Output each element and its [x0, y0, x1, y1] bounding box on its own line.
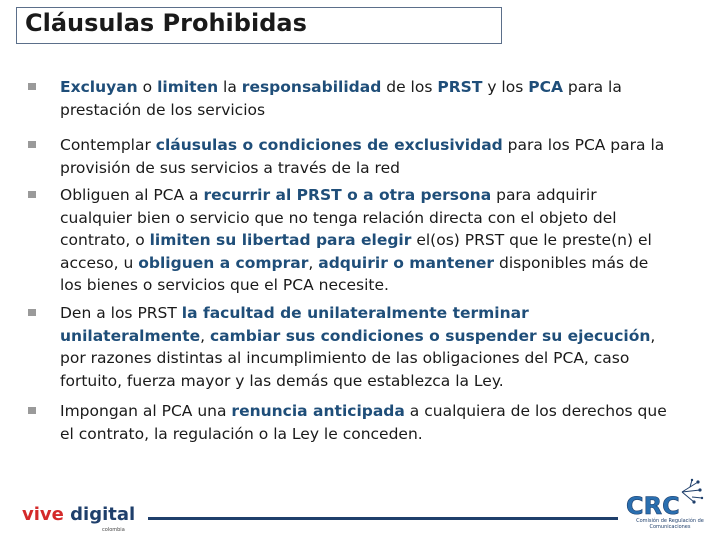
- body-text: a cualquiera de los derechos que el contrato, la regulación o la Ley le conceden.: [60, 402, 667, 443]
- highlighted-text: renuncia anticipada: [231, 402, 405, 420]
- body-text: Impongan al PCA una: [60, 402, 232, 420]
- body-text: Obliguen al PCA a: [60, 186, 204, 204]
- bullet-text-3: [60, 184, 670, 297]
- bullet-square-icon: [28, 191, 36, 198]
- bullet-square-icon: [28, 309, 36, 316]
- digital-word: digital: [70, 504, 136, 525]
- bullet-square-icon: [28, 407, 36, 414]
- bullet-text-4: [60, 302, 670, 392]
- highlighted-text: PCA: [528, 78, 563, 96]
- highlighted-text: obliguen a comprar: [138, 253, 309, 272]
- body-text: para los PCA para la provisión de sus servicios a través de la red: [60, 136, 665, 177]
- highlighted-text: Excluyan: [60, 78, 138, 96]
- vive-digital-subtitle: colombia: [102, 527, 125, 533]
- body-text: , por razones distintas al incumplimiento de las obligaciones del PCA, caso fortuito, fuerza mayor y las demás que establezca la Ley.: [60, 326, 656, 390]
- body-text: ,: [200, 326, 210, 345]
- highlighted-text: limiten: [157, 78, 219, 96]
- bullet-text-1: [60, 76, 670, 121]
- highlighted-text: la facultad de unilateralmente terminar unilateralmente: [60, 304, 529, 345]
- vive-digital-logo: [22, 504, 142, 538]
- page-title: Cláusulas Prohibidas: [25, 9, 307, 37]
- highlighted-text: recurrir al PRST o a otra persona: [203, 186, 492, 204]
- body-text: el(os) PRST que le preste(n) el acceso, u: [60, 231, 652, 272]
- vive-word: vive: [22, 504, 64, 525]
- crc-emblem-icon: [620, 478, 716, 520]
- bullet-text-5: [60, 400, 670, 445]
- crc-letters: CRC: [626, 492, 680, 520]
- body-text: la: [218, 78, 242, 96]
- bullet-square-icon: [28, 141, 36, 148]
- bullet-text-2: [60, 134, 670, 179]
- body-text: y los: [482, 78, 529, 96]
- body-text: de los: [381, 78, 438, 96]
- body-text: Contemplar: [60, 136, 156, 154]
- body-text: ,: [308, 253, 319, 272]
- highlighted-text: limiten su libertad para elegir: [149, 231, 412, 249]
- crc-subtitle: Comisión de Regulación de Comunicaciones: [636, 518, 704, 530]
- footer-divider: [148, 517, 618, 520]
- body-text: para la prestación de los servicios: [60, 78, 622, 119]
- body-text: para adquirir cualquier bien o servicio que no tenga relación directa con el objeto del contrato, o: [60, 186, 617, 249]
- highlighted-text: cambiar sus condiciones o suspender su ejecución: [209, 326, 651, 345]
- highlighted-text: responsabilidad: [241, 78, 382, 96]
- highlighted-text: cláusulas o condiciones de exclusividad: [155, 136, 503, 154]
- crc-logo: [620, 478, 716, 538]
- highlighted-text: PRST: [437, 78, 483, 96]
- title-box: [16, 7, 502, 44]
- vive-digital-wordmark: [22, 504, 135, 525]
- highlighted-text: adquirir o mantener: [318, 253, 495, 272]
- body-text: disponibles más de los bienes o servicios que el PCA necesite.: [60, 253, 649, 294]
- body-text: o: [137, 78, 158, 96]
- bullet-square-icon: [28, 83, 36, 90]
- body-text: Den a los PRST: [60, 304, 182, 322]
